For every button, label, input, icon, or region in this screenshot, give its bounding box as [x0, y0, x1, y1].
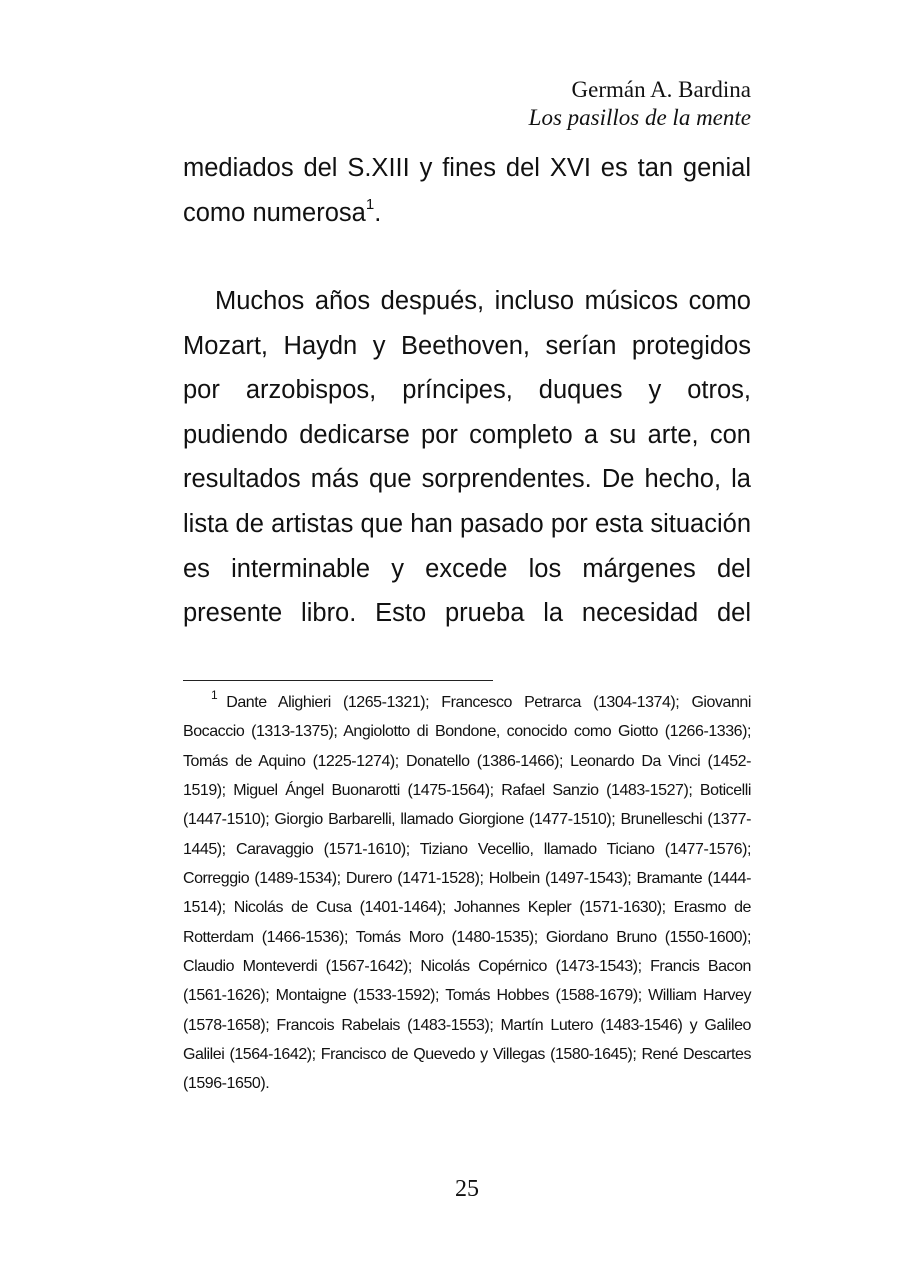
paragraph-continuation	[183, 146, 751, 235]
paragraph-end-punctuation: .	[374, 198, 382, 227]
running-header	[529, 76, 751, 132]
header-book-title: Los pasillos de la mente	[528, 105, 751, 130]
footnote-separator	[183, 680, 493, 681]
footnote-text: Dante Alighieri (1265-1321); Francesco Petrarca (1304-1374); Giovanni Bocaccio (1313-1375); Angiolotto di Bondone, conocido como Giotto (1266-1336); Tomás de Aquino (1225-1274); Donatello (1386-1466); Leonardo Da Vinci (1452-1519); Miguel Ángel Buonarotti (1475-1564); Rafael Sanzio (1483-1527); Boticelli (1447-1510); Giorgio Barbarelli, llamado Giorgione (1477-1510); Brunelleschi (1377-1445); Caravaggio (1571-1610); Tiziano Vecellio, llamado Ticiano (1477-1576); Correggio (1489-1534); Durero (1471-1528); Holbein (1497-1543); Bramante (1444-1514); Nicolás de Cusa (1401-1464); Johannes Kepler (1571-1630); Erasmo de Rotterdam (1466-1536); Tomás Moro (1480-1535); Giordano Bruno (1550-1600); Claudio Monteverdi (1567-1642); Nicolás Copérnico (1473-1543); Francis Bacon (1561-1626); Montaigne (1533-1592); Tomás Hobbes (1588-1679); William Harvey (1578-1658); Francois Rabelais (1483-1553); Martín Lutero (1483-1546) y Galileo Galilei (1564-1642); Francisco de Quevedo y Villegas (1580-1645); René Descartes (1596-1650).	[183, 694, 751, 1093]
header-author: Germán A. Bardina	[571, 77, 751, 102]
paragraph-main: Muchos años después, incluso músicos como Mozart, Haydn y Beethoven, serían protegidos por arzobispos, príncipes, duques y otros, pudiendo dedicarse por completo a su arte, con resultados más que sorprendentes. De hecho, la lista de artistas que han pasado por esta situación es interminable y excede los márgenes del presente libro. Esto prueba la necesidad del	[183, 287, 751, 628]
footnote-reference: 1	[365, 195, 375, 213]
footnote	[183, 688, 751, 1099]
footnote-marker: 1	[211, 688, 218, 702]
page-number: 25	[455, 1176, 479, 1202]
paragraph-text: mediados del S.XIII y fines del XVI es tan genial como numerosa	[183, 154, 751, 227]
